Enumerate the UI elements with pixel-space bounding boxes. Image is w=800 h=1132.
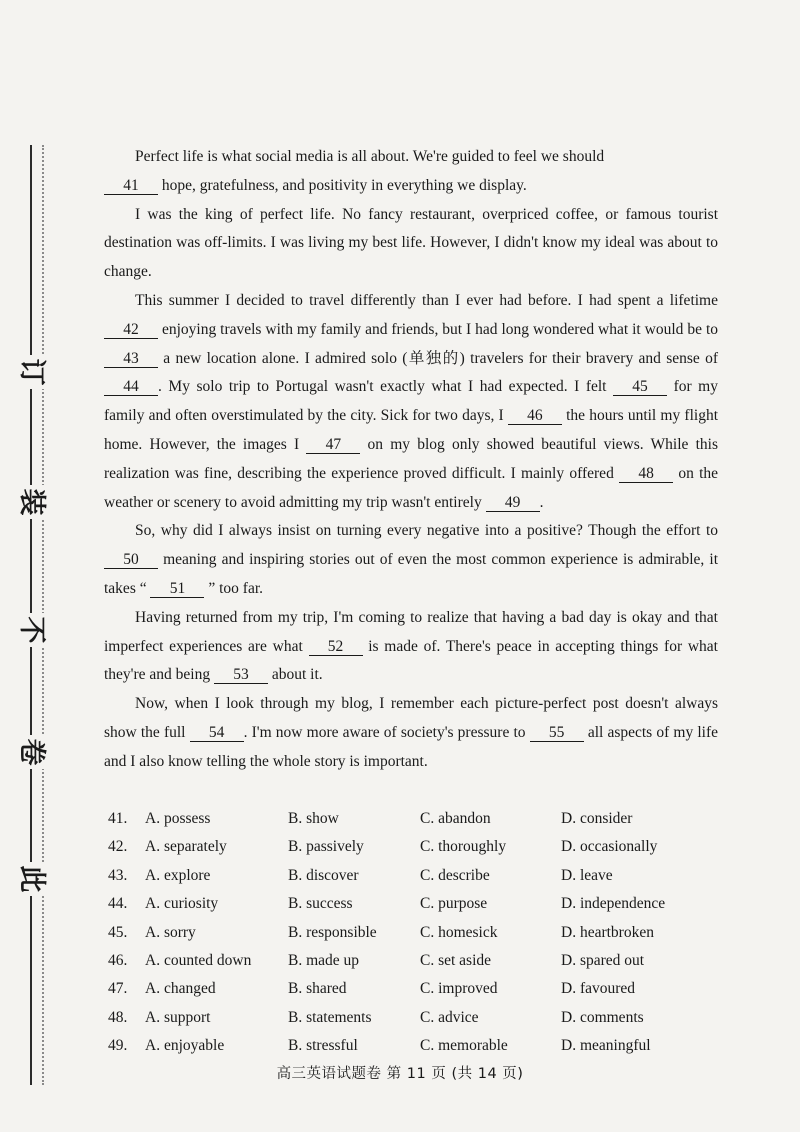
text: Having returned from my trip, I'm coming to realize that having a bad day is okay and that imperfect experiences are what [104, 608, 718, 655]
answer-options [108, 805, 728, 1061]
question-number: 44. [108, 895, 128, 913]
page-footer: 高三英语试题卷 第 11 页 (共 14 页) [276, 1066, 524, 1082]
option-c: C. thoroughly [420, 838, 507, 856]
question-number: 48. [108, 1008, 128, 1026]
text: all aspects of my life and I also know telling the whole story is important. [104, 723, 719, 770]
blank-53: 53 [214, 666, 268, 684]
option-b: B. statements [288, 1008, 372, 1026]
option-d: D. spared out [561, 951, 645, 969]
question-44-options [108, 890, 728, 918]
option-a: A. changed [145, 980, 216, 998]
blank-48: 48 [619, 465, 673, 483]
option-d: D. comments [561, 1008, 644, 1026]
option-c: C. memorable [420, 1037, 508, 1055]
option-d: D. leave [561, 866, 613, 884]
option-c: C. purpose [420, 895, 488, 913]
paragraph-3 [104, 287, 718, 517]
blank-45: 45 [613, 378, 667, 396]
question-number: 41. [108, 810, 128, 827]
option-a: A. separately [145, 838, 227, 856]
text: on my blog only showed beautiful views. While this realization was fine, describing the experience proved difficult. I mainly offered [104, 435, 718, 482]
text: for my family and often overstimulated by the city. Sick for two days, I [104, 378, 718, 425]
question-45-options [108, 919, 728, 947]
option-a: A. possess [145, 810, 211, 827]
option-a: A. counted down [145, 951, 252, 969]
text: is made of. There's peace in accepting things for what they're and being [104, 637, 718, 684]
blank-42: 42 [104, 321, 158, 339]
margin-char-ci: 此 [14, 862, 48, 896]
option-b: B. success [288, 895, 353, 913]
question-number: 46. [108, 951, 128, 969]
question-47-options [108, 975, 728, 1003]
text: about it. [267, 666, 323, 684]
paragraph-6 [104, 690, 718, 776]
blank-50: 50 [104, 551, 158, 569]
text: hope, gratefulness, and positivity in everything we display. [158, 176, 527, 194]
text: meaning and inspiring stories out of even the most common experience is admirable, it takes “ [104, 551, 718, 597]
option-d: D. independence [561, 895, 666, 913]
question-48-options [108, 1004, 728, 1032]
text: a new location alone. I admired solo (单独的) travelers for their bravery and sense of [158, 349, 718, 367]
option-b: B. stressful [288, 1037, 358, 1055]
text: ” too far. [204, 579, 264, 597]
option-b: B. responsible [288, 923, 377, 941]
option-c: C. describe [420, 866, 490, 884]
text: . [539, 493, 544, 511]
option-d: D. meaningful [561, 1037, 651, 1055]
option-b: B. shared [288, 980, 347, 998]
option-a: A. support [145, 1008, 211, 1026]
question-number: 43. [108, 866, 128, 884]
blank-44: 44 [104, 378, 158, 396]
option-d: D. heartbroken [561, 923, 654, 941]
option-c: C. improved [420, 980, 498, 998]
question-number: 49. [108, 1037, 128, 1055]
paragraph-1 [104, 143, 718, 172]
option-a: A. curiosity [145, 895, 219, 913]
paragraph-5 [104, 604, 718, 690]
margin-char-ding: 订 [14, 355, 48, 389]
question-number: 47. [108, 980, 128, 998]
text: Perfect life is what social media is all about. We're guided to feel we should [135, 148, 605, 165]
question-number: 42. [108, 838, 128, 856]
margin-char-bu: 不 [14, 613, 48, 647]
question-43-options [108, 862, 728, 890]
text: So, why did I always insist on turning every negative into a positive? Though the effort to [135, 522, 718, 540]
text: . I'm now more aware of society's pressure to [243, 723, 530, 741]
option-b: B. made up [288, 951, 360, 969]
text: This summer I decided to travel differently than I ever had before. I had spent a lifetime [135, 291, 718, 309]
option-d: D. favoured [561, 980, 636, 998]
option-d: D. consider [561, 810, 633, 827]
text: on the weather or scenery to avoid admitting my trip wasn't entirely [104, 464, 719, 511]
blank-55: 55 [530, 724, 584, 742]
option-a: A. explore [145, 866, 211, 884]
blank-52: 52 [309, 638, 363, 656]
blank-51: 51 [150, 580, 204, 598]
option-b: B. discover [288, 866, 359, 884]
option-d: D. occasionally [561, 838, 658, 856]
blank-54: 54 [190, 724, 244, 742]
option-a: A. enjoyable [145, 1037, 225, 1055]
option-b: B. show [288, 810, 339, 827]
option-a: A. sorry [145, 923, 196, 941]
blank-43: 43 [104, 350, 158, 368]
question-49-options [108, 1032, 728, 1060]
blank-49: 49 [486, 494, 540, 512]
text: I was the king of perfect life. No fancy restaurant, overpriced coffee, or famous tourist destination was off-limits. I was living my best life. However, I didn't know my ideal was about to change. [104, 205, 718, 281]
option-c: C. homesick [420, 923, 498, 941]
cloze-passage [104, 143, 718, 777]
margin-char-zhuang: 装 [14, 485, 48, 519]
option-b: B. passively [288, 838, 364, 856]
paragraph-4 [104, 517, 718, 603]
paragraph-2 [104, 201, 718, 287]
margin-char-juan: 卷 [14, 735, 48, 769]
text: the hours until my flight home. However, the images I [104, 407, 718, 453]
option-c: C. abandon [420, 810, 491, 827]
text: enjoying travels with my family and friends, but I had long wondered what it would be to [158, 320, 718, 338]
question-number: 45. [108, 923, 128, 941]
question-42-options [108, 833, 728, 861]
blank-41: 41 [104, 177, 158, 195]
question-46-options [108, 947, 728, 975]
blank-46: 46 [508, 407, 562, 425]
option-c: C. set aside [420, 951, 492, 969]
blank-47: 47 [306, 436, 360, 454]
paragraph-1-cont [104, 172, 718, 201]
question-41-options [108, 805, 728, 833]
text: Now, when I look through my blog, I remember each picture-perfect post doesn't always show the full [104, 695, 718, 741]
option-c: C. advice [420, 1008, 479, 1026]
text: . My solo trip to Portugal wasn't exactly what I had expected. I felt [158, 378, 614, 396]
